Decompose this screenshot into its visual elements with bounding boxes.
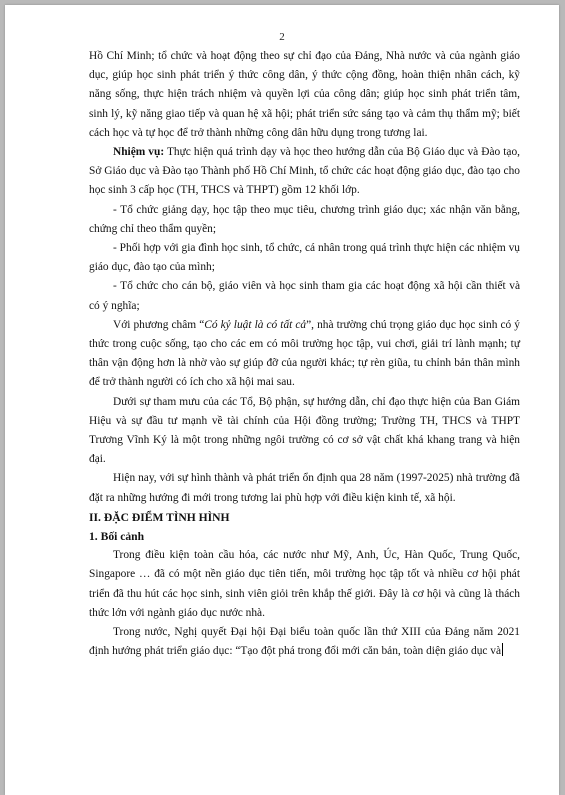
text-cursor bbox=[502, 643, 503, 656]
motto-before: Với phương châm “ bbox=[113, 318, 205, 331]
mission-label: Nhiệm vụ: bbox=[113, 146, 165, 159]
bullet-item: - Tổ chức giảng dạy, học tập theo mục tiêu, chương trình giáo dục; xác nhận văn bằng, chứng chỉ theo thẩm quyền; bbox=[89, 203, 520, 235]
bullet-item: - Phối hợp với gia đình học sinh, tổ chức, cá nhân trong quá trình thực hiện các nhiệm vụ giáo dục, đào tạo của mình; bbox=[89, 242, 520, 274]
paragraph-mission bbox=[89, 143, 520, 201]
paragraph-now: Hiện nay, với sự hình thành và phát triển ổn định qua 28 năm (1997-2025) nhà trường đã đặt ra những hướng đi mới trong tương lai phù hợp với điều kiện kinh tế, xã hội. bbox=[89, 472, 520, 504]
mission-text: Thực hiện quá trình dạy và học theo hướng dẫn của Bộ Giáo dục và Đào tạo, Sở Giáo dục và Đào tạo Thành phố Hồ Chí Minh, tổ chức các hoạt động giáo dục, đào tạo cho học sinh 3 cấp học (TH, THCS và THPT) gồm 12 khối lớp. bbox=[89, 146, 520, 197]
subsection-heading: 1. Bối cảnh bbox=[89, 530, 145, 544]
paragraph-mission-intro: Hồ Chí Minh; tổ chức và hoạt động theo sự chỉ đạo của Đảng, Nhà nước và của ngành giáo dục, giúp học sinh phát triển ý thức công dân, ý thức cộng đồng, hoàn thiện nhân cách, kỹ năng sống, thực hiện trách nhiệm và quyền lợi của công dân; giúp học sinh phát triển tâm, sinh lý, kỹ năng giao tiếp và quan hệ xã hội; phát triển sức sáng tạo và cảm thụ thẩm mỹ; biết cách học và tự học để trở thành những công dân hữu dụng trong tương lai. bbox=[89, 50, 520, 139]
bullet-item: - Tổ chức cho cán bộ, giáo viên và học sinh tham gia các hoạt động xã hội cần thiết và có ý nghĩa; bbox=[89, 280, 520, 312]
paragraph-motto bbox=[89, 316, 520, 393]
document-page bbox=[5, 5, 559, 795]
section-heading: II. ĐẶC ĐIỂM TÌNH HÌNH bbox=[89, 510, 230, 524]
motto-quote: Có kỷ luật là có tất cả bbox=[204, 318, 307, 331]
paragraph-domestic bbox=[89, 623, 520, 661]
paragraph-global: Trong điều kiện toàn cầu hóa, các nước như Mỹ, Anh, Úc, Hàn Quốc, Trung Quốc, Singapore … đã có một nền giáo dục tiên tiến, môi trường học tập tốt và nhiều cơ hội phát triển đã thu hút các học sinh, sinh viên giỏi trên khắp thế giới. Đây là cơ hội và cũng là thách thức lớn với ngành giáo dục nước nhà. bbox=[89, 549, 520, 619]
page-number: 2 bbox=[279, 31, 285, 43]
domestic-text: Trong nước, Nghị quyết Đại hội Đại biểu toàn quốc lần thứ XIII của Đảng năm 2021 định hướng phát triển giáo dục: “Tạo đột phá trong đổi mới căn bản, toàn diện giáo dục và bbox=[89, 626, 520, 658]
motto-after: ”, nhà trường chú trọng giáo dục học sinh có ý thức trong cuộc sống, tạo cho các em có môi trường học tập, vui chơi, giải trí lành mạnh; tự thân vận động hơn là nhờ vào sự giúp đỡ của người khác; tự rèn giũa, tu chỉnh bản thân mình để trở thành người có ích cho xã hội mai sau. bbox=[89, 318, 520, 389]
document-body[interactable] bbox=[89, 47, 520, 662]
paragraph-advice: Dưới sự tham mưu của các Tổ, Bộ phận, sự hướng dẫn, chỉ đạo thực hiện của Ban Giám Hiệu và sự đầu tư mạnh về tài chính của Hội đồng trường; Trường TH, THCS và THPT Trương Vĩnh Ký là một trong những ngôi trường có cơ sở vật chất khá khang trang và hiện đại. bbox=[89, 395, 520, 466]
